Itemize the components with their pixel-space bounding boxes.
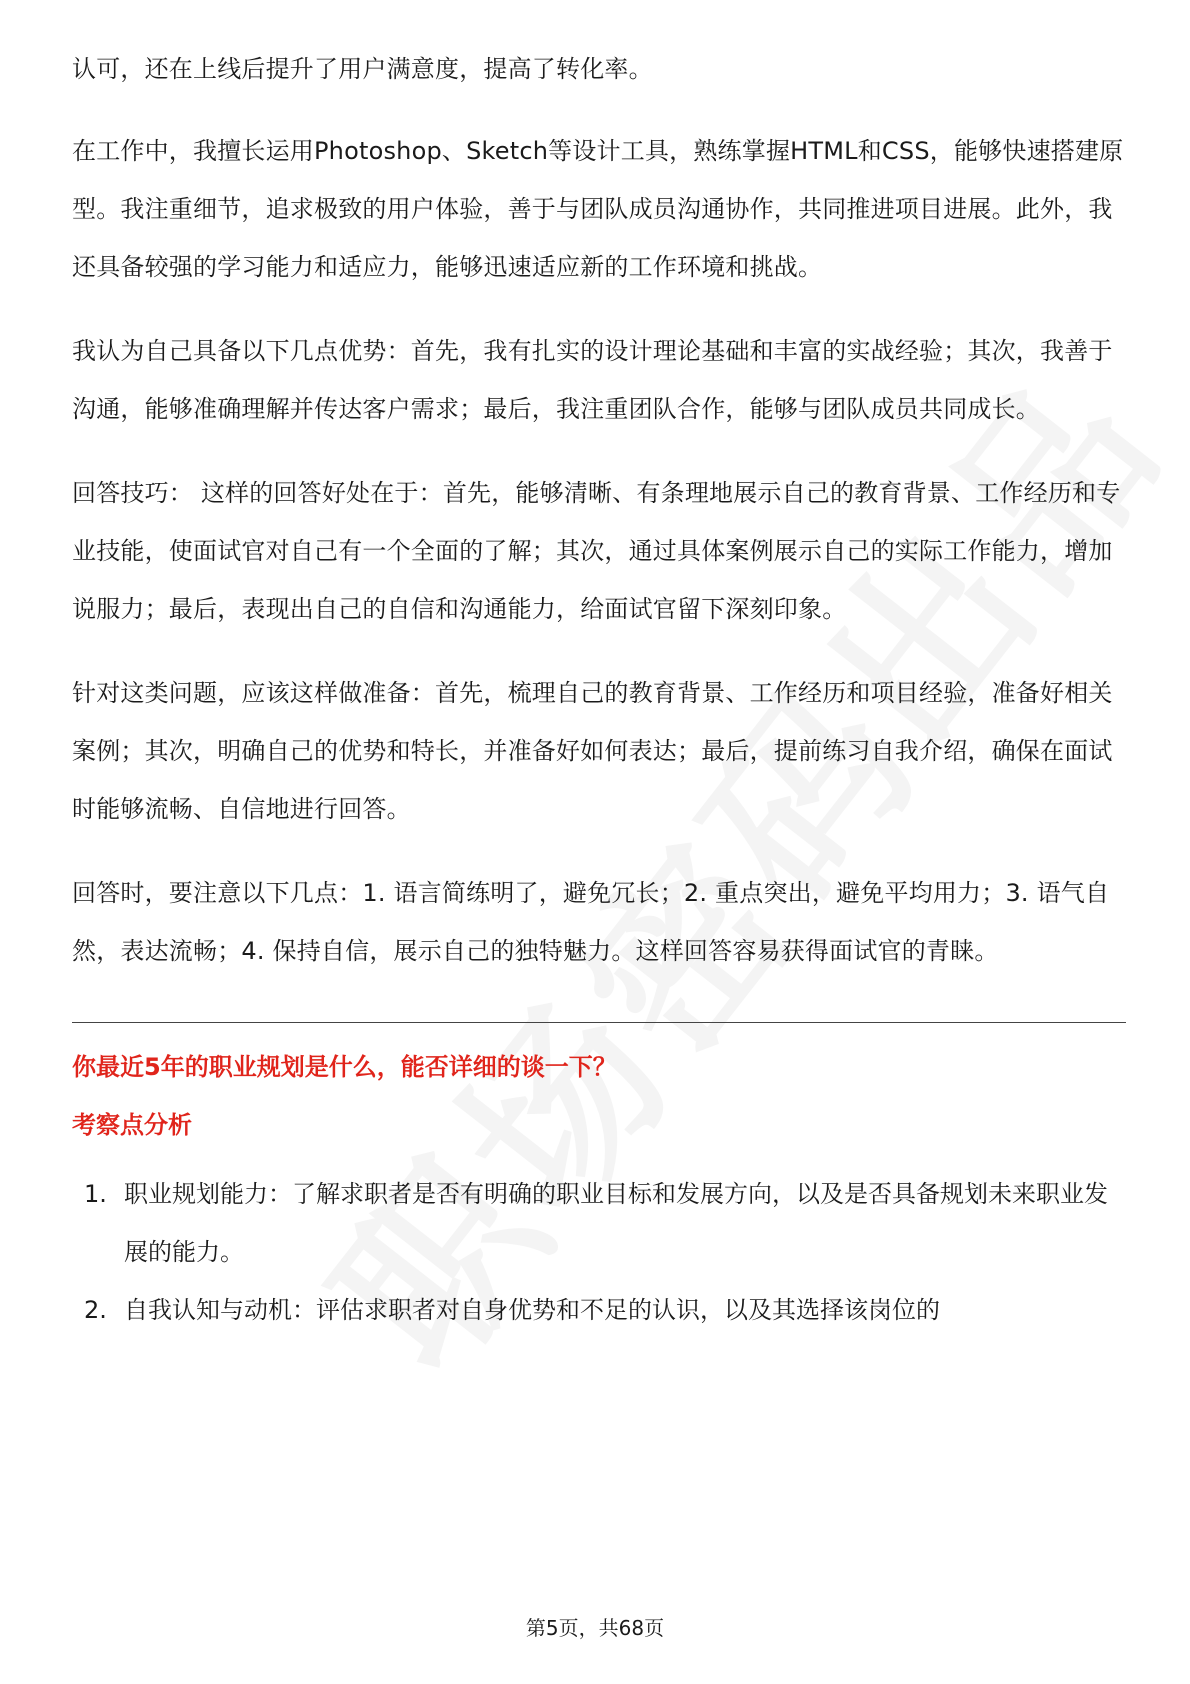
question-heading: 你最近5年的职业规划是什么，能否详细的谈一下？	[72, 1053, 617, 1081]
analysis-list	[72, 1165, 1126, 1339]
list-item	[72, 1165, 1126, 1281]
paragraph: 针对这类问题，应该这样做准备：首先，梳理自己的教育背景、工作经历和项目经验，准备好相关案例；其次，明确自己的优势和特长，并准备好如何表达；最后，提前练习自我介绍，确保在面试时能够流畅、自信地进行回答。	[72, 679, 1113, 823]
section-title: 考察点分析	[72, 1111, 192, 1139]
document-page	[72, 40, 1126, 1339]
list-item-text: 自我认知与动机：评估求职者对自身优势和不足的认识，以及其选择该岗位的	[124, 1296, 940, 1324]
list-number: 1.	[84, 1180, 107, 1208]
list-item-text: 职业规划能力：了解求职者是否有明确的职业目标和发展方向，以及是否具备规划未来职业发展的能力。	[124, 1180, 1108, 1266]
paragraph: 回答技巧： 这样的回答好处在于：首先，能够清晰、有条理地展示自己的教育背景、工作经历和专业技能，使面试官对自己有一个全面的了解；其次，通过具体案例展示自己的实际工作能力，增加说服力；最后，表现出自己的自信和沟通能力，给面试官留下深刻印象。	[72, 479, 1121, 623]
paragraph: 回答时，要注意以下几点：1. 语言简练明了，避免冗长；2. 重点突出，避免平均用力；3. 语气自然，表达流畅；4. 保持自信，展示自己的独特魅力。这样回答容易获得面试官的青睐。	[72, 879, 1110, 965]
list-item	[72, 1281, 1126, 1339]
page-footer: 第5页，共68页	[525, 1616, 665, 1640]
paragraph: 认可，还在上线后提升了用户满意度，提高了转化率。	[72, 55, 653, 83]
paragraph: 我认为自己具备以下几点优势：首先，我有扎实的设计理论基础和丰富的实战经验；其次，我善于沟通，能够准确理解并传达客户需求；最后，我注重团队合作，能够与团队成员共同成长。	[72, 337, 1113, 423]
section-divider	[72, 1022, 1126, 1023]
paragraph: 在工作中，我擅长运用Photoshop、Sketch等设计工具，熟练掌握HTML和CSS，能够快速搭建原型。我注重细节，追求极致的用户体验，善于与团队成员沟通协作，共同推进项目进展。此外，我还具备较强的学习能力和适应力，能够迅速适应新的工作环境和挑战。	[72, 137, 1124, 281]
list-number: 2.	[84, 1296, 107, 1324]
